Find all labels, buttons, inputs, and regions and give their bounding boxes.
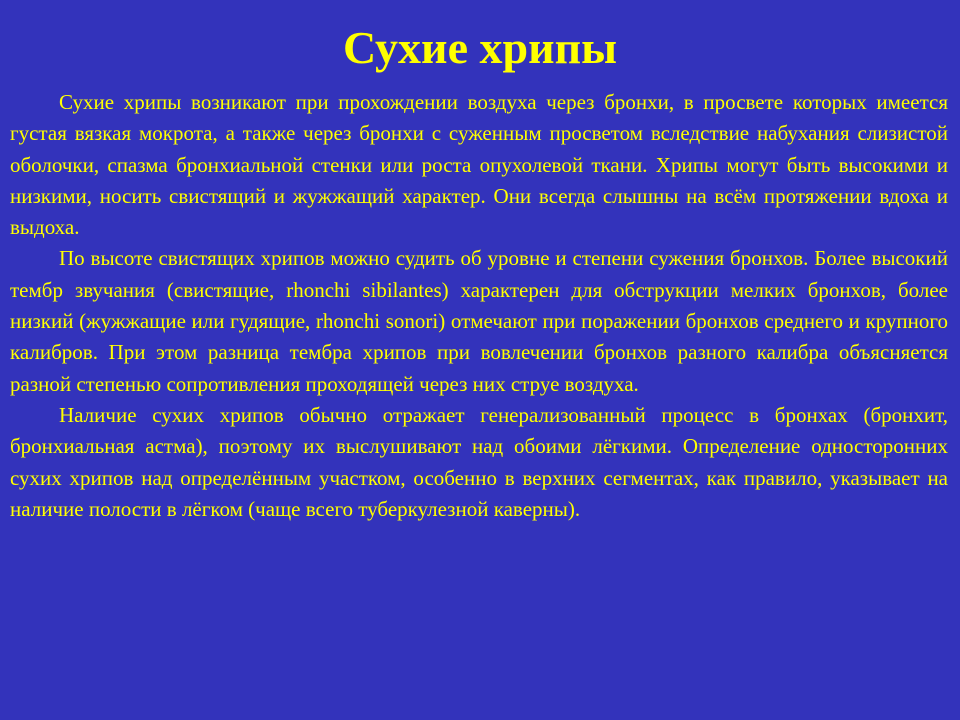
slide-title: Сухие хрипы <box>342 22 617 73</box>
paragraph-1: Сухие хрипы возникают при прохождении воздуха через бронхи, в просвете которых имеется густая вязкая мокрота, а также через бронхи с суженным просветом вследствие набухания слизистой оболочки, спазма бронхиальной стенки или роста опухолевой ткани. Хрипы могут быть высокими и низкими, носить свистящий и жужжащий характер. Они всегда слышны на всём протяжении вдоха и выдоха. <box>10 90 948 240</box>
paragraph-3: Наличие сухих хрипов обычно отражает генерализованный процесс в бронхах (бронхит, бронхиальная астма), поэтому их выслушивают над обоими лёгкими. Определение односторонних сухих хрипов над определённым участком, особенно в верхних сегментах, как правило, указывает на наличие полости в лёгком (чаще всего туберкулезной каверны). <box>10 402 948 521</box>
paragraph-2: По высоте свистящих хрипов можно судить об уровне и степени сужения бронхов. Более высокий тембр звучания (свистящие, rhonchi sibilantes) характерен для обструкции мелких бронхов, более низкий (жужжащие или гудящие, rhonchi sonori) отмечают при поражении бронхов среднего и крупного калибров. При этом разница тембра хрипов при вовлечении бронхов разного калибра объясняется разной степенью сопротивления проходящей через них струе воздуха. <box>10 246 948 396</box>
slide-body <box>10 87 948 525</box>
